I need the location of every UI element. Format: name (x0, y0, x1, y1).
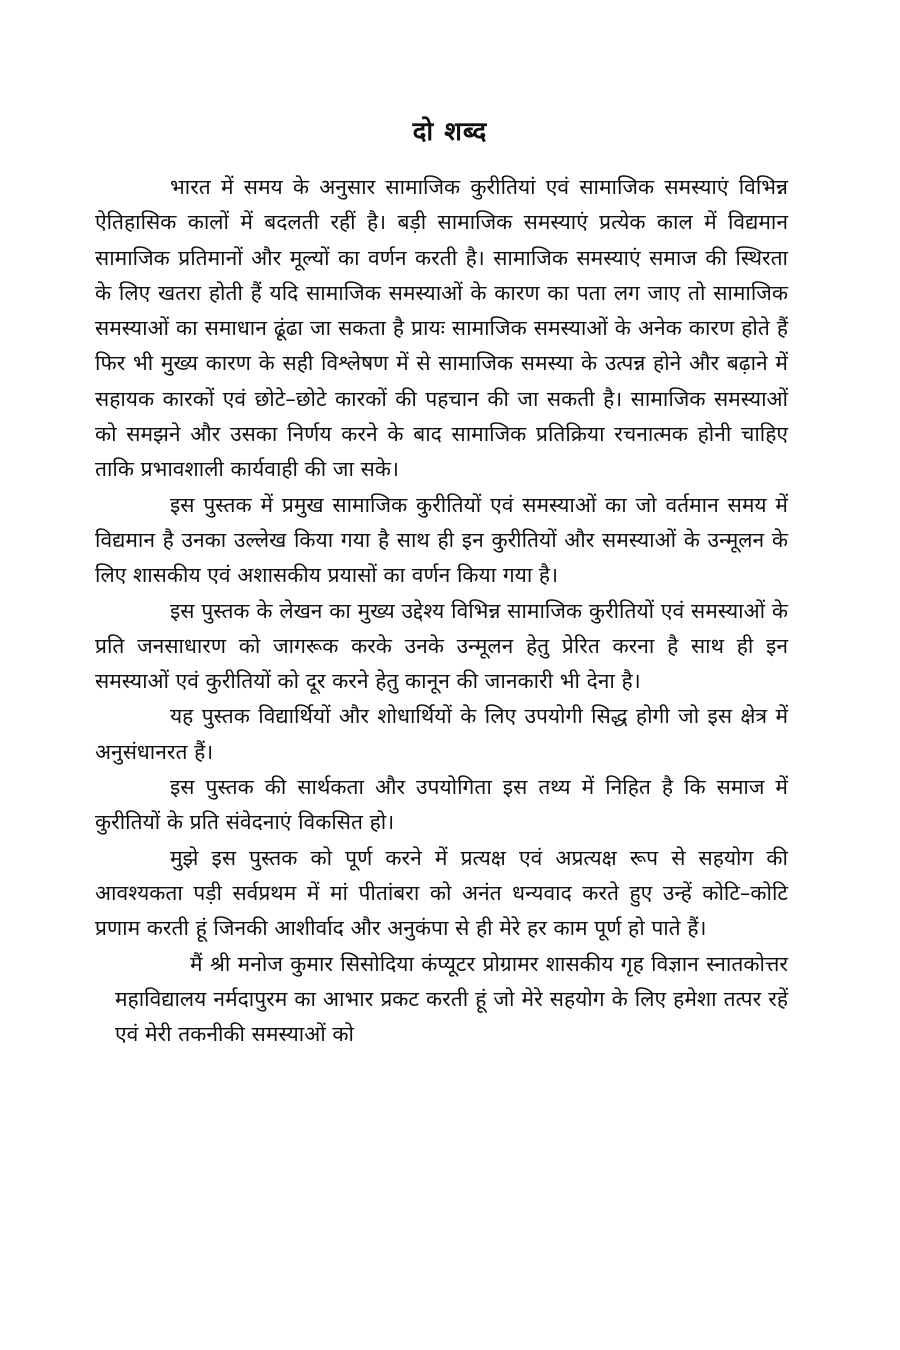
body-text (95, 170, 788, 1052)
paragraph-2: इस पुस्तक में प्रमुख सामाजिक कुरीतियों एवं समस्याओं का जो वर्तमान समय में विद्यमान है उनका उल्लेख किया गया है साथ ही इन कुरीतियों और समस्याओं के उन्मूलन के लिए शासकीय एवं अशासकीय प्रयासों का वर्णन किया गया है। (95, 492, 788, 588)
paragraph-7: मैं श्री मनोज कुमार सिसोदिया कंप्यूटर प्रोग्रामर शासकीय गृह विज्ञान स्नातकोत्तर महाविद्यालय नर्मदापुरम का आभार प्रकट करती हूं जो मेरे सहयोग के लिए हमेशा तत्पर रहें एवं मेरी तकनीकी समस्याओं को (115, 951, 788, 1047)
paragraph-5: इस पुस्तक की सार्थकता और उपयोगिता इस तथ्य में निहित है कि समाज में कुरीतियों के प्रति संवेदनाएं विकसित हो। (95, 775, 788, 835)
paragraph-3: इस पुस्तक के लेखन का मुख्य उद्देश्य विभिन्न सामाजिक कुरीतियों एवं समस्याओं के प्रति जनसाधारण को जागरूक करके उनके उन्मूलन हेतु प्रेरित करना है साथ ही इन समस्याओं एवं कुरीतियों को दूर करने हेतु कानून की जानकारी भी देना है। (95, 598, 788, 694)
page-title: दो शब्द (412, 117, 488, 147)
paragraph-4: यह पुस्तक विद्यार्थियों और शोधार्थियों के लिए उपयोगी सिद्ध होगी जो इस क्षेत्र में अनुसंधानरत हैं। (95, 704, 788, 764)
paragraph-1: भारत में समय के अनुसार सामाजिक कुरीतियां एवं सामाजिक समस्याएं विभिन्न ऐतिहासिक कालों में बदलती रहीं है। बड़ी सामाजिक समस्याएं प्रत्येक काल में विद्यमान सामाजिक प्रतिमानों और मूल्यों का वर्णन करती है। सामाजिक समस्याएं समाज की स्थिरता के लिए खतरा होती हैं यदि सामाजिक समस्याओं के कारण का पता लग जाए तो सामाजिक समस्याओं का समाधान ढूंढा जा सकता है प्रायः सामाजिक समस्याओं के अनेक कारण होते हैं फिर भी मुख्य कारण के सही विश्लेषण में से सामाजिक समस्या के उत्पन्न होने और बढ़ाने में सहायक कारकों एवं छोटे–छोटे कारकों की पहचान की जा सकती है। सामाजिक समस्याओं को समझने और उसका निर्णय करने के बाद सामाजिक प्रतिक्रिया रचनात्मक होनी चाहिए ताकि प्रभावशाली कार्यवाही की जा सके। (95, 175, 788, 482)
paragraph-6: मुझे इस पुस्तक को पूर्ण करने में प्रत्यक्ष एवं अप्रत्यक्ष रूप से सहयोग की आवश्यकता पड़ी सर्वप्रथम में मां पीतांबरा को अनंत धन्यवाद करते हुए उन्हें कोटि–कोटि प्रणाम करती हूं जिनकी आशीर्वाद और अनुकंपा से ही मेरे हर काम पूर्ण हो पाते हैं। (95, 845, 788, 941)
